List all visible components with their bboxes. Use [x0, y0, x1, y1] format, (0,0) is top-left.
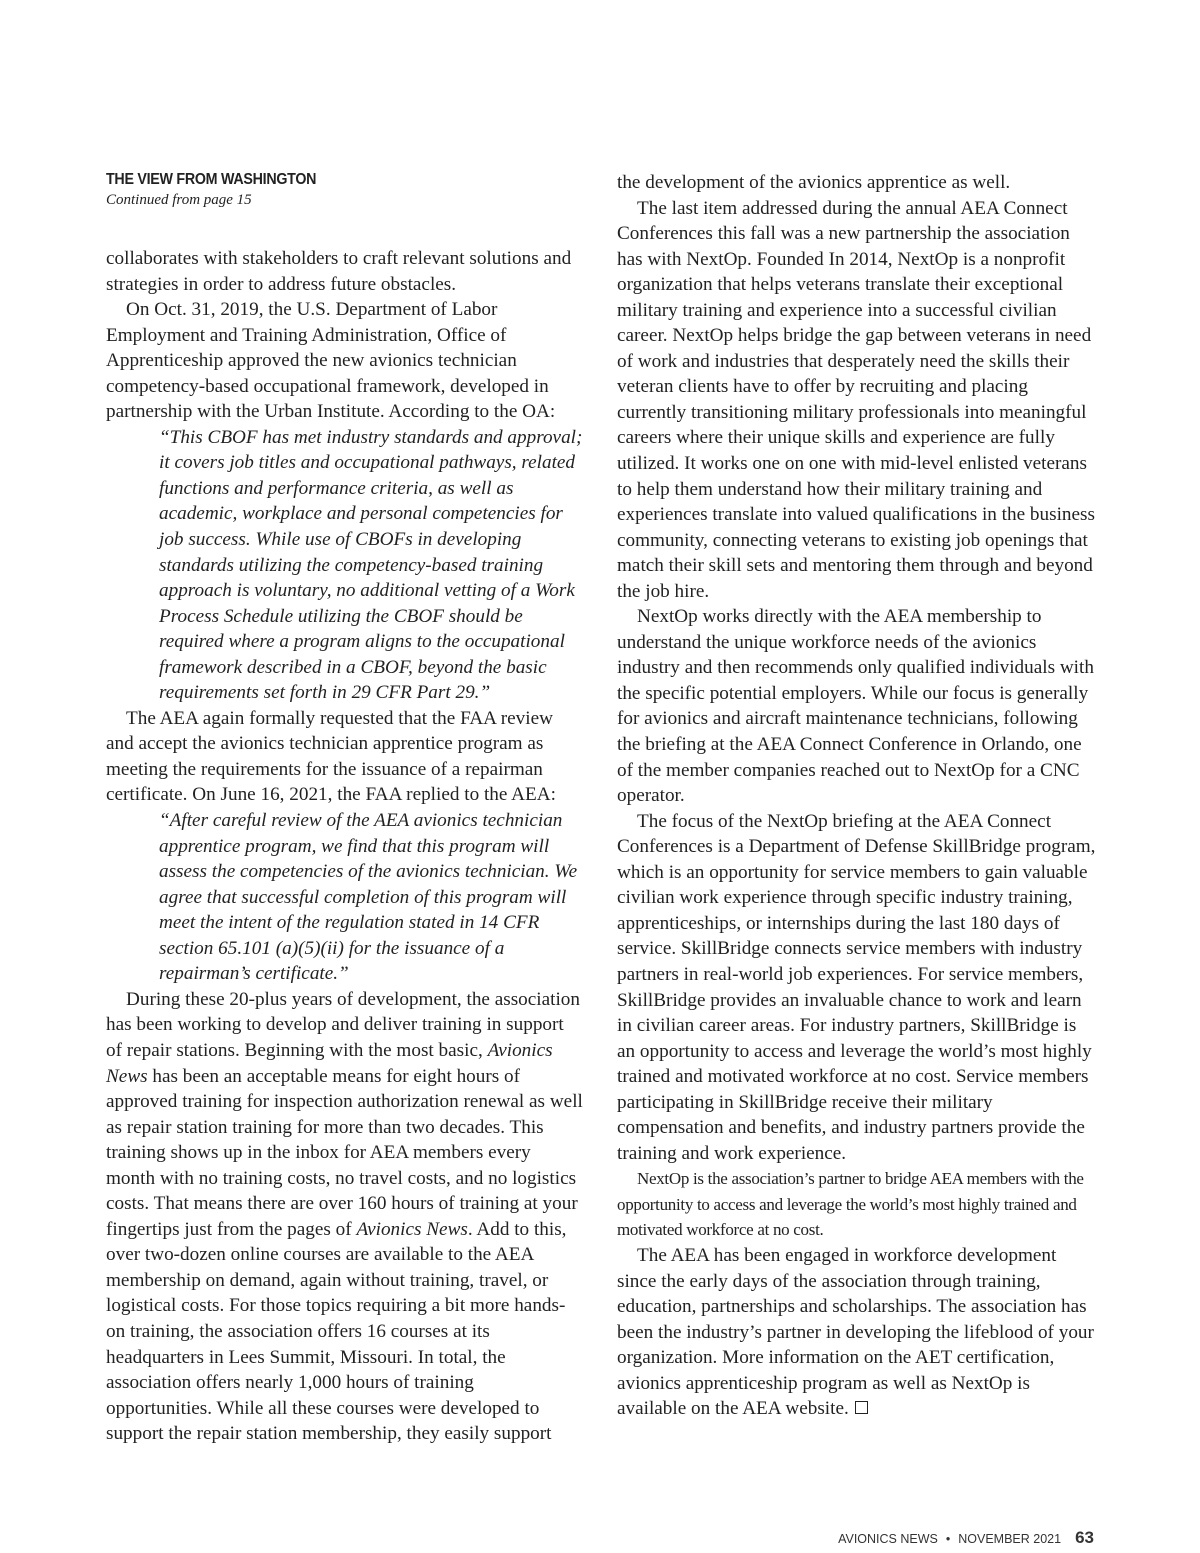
block-quote: “This CBOF has met industry standards and approval; it covers job titles and occupational pathways, related functions and performance criteria, as well as academic, workplace and personal competencies for job success. While use of CBOFs in developing standards utilizing the competency-based training approach is voluntary, no additional vetting of a Work Process Schedule utilizing the CBOF should be required where a program aligns to the occupational framework described in a CBOF, beyond the basic requirements set forth in 29 CFR Part 29.” [159, 426, 583, 704]
paragraph-text: . Add to this, over two-dozen online courses are available to the AEA membership on demand, again without training, travel, or logistical costs. For those topics requiring a bit more hands-on training, the association offers 16 courses at its headquarters in Lees Summit, Missouri. In total, the association offers nearly 1,000 hours of training opportunities. While all these courses were developed to support the repair station membership, they easily support [106, 1218, 567, 1445]
right-column [617, 170, 1097, 1422]
section-kicker: THE VIEW FROM WASHINGTON [106, 171, 317, 188]
continued-note: Continued from page 15 [106, 192, 252, 208]
magazine-name: AVIONICS NEWS [838, 1532, 938, 1546]
paragraph [617, 1243, 1097, 1422]
page-footer [838, 1528, 1094, 1548]
paragraph-text: The AEA has been engaged in workforce development since the early days of the association through training, education, partnerships and scholarships. The association has been the industry’s partner in developing the lifeblood of your organization. More information on the AET certification, avionics apprenticeship program as well as NextOp is available on the AEA website. [617, 1244, 1094, 1420]
paragraph-text: During these 20-plus years of development, the association has been working to develop and deliver training in support of repair stations. Beginning with the most basic, [106, 988, 580, 1061]
paragraph: The focus of the NextOp briefing at the AEA Connect Conferences is a Department of Defense SkillBridge program, which is an opportunity for service members to gain valuable civilian work experience through specific industry training, apprenticeships, or internships during the last 180 days of service. SkillBridge connects service members with industry partners in real-world job experiences. For service members, SkillBridge provides an invaluable chance to work and learn in civilian career areas. For industry partners, SkillBridge is an opportunity to access and leverage the world’s most highly trained and motivated workforce at no cost. Service members participating in SkillBridge receive their military compensation and benefits, and industry partners provide the training and work experience. [617, 810, 1096, 1164]
paragraph: the development of the avionics apprentice as well. [617, 172, 1011, 193]
issue-date: NOVEMBER 2021 [958, 1532, 1062, 1546]
paragraph: collaborates with stakeholders to craft relevant solutions and strategies in order to address future obstacles. [106, 248, 572, 295]
left-column [106, 170, 584, 1447]
paragraph-text: has been an acceptable means for eight hours of approved training for inspection authorization renewal as well as repair station training for more than two decades. This training shows up in the inbox for AEA members every month with no training costs, no travel costs, and no logistics costs. That means there are over 160 hours of training at your fingertips just from the pages of [106, 1065, 583, 1240]
paragraph: The last item addressed during the annual AEA Connect Conferences this fall was a new partnership the association has with NextOp. Founded In 2014, NextOp is a nonprofit organization that helps veterans translate their exceptional military training and experience into a successful civilian career. NextOp helps bridge the gap between veterans in need of work and industries that desperately need the skills their veteran clients have to offer by recruiting and placing currently transitioning military professionals into meaningful careers where their unique skills and experience are fully utilized. It works one on one with mid-level enlisted veterans to help them understand how their military training and experiences translate into valued qualifications in the business community, connecting veterans to existing job openings that match their skill sets and mentoring them through and beyond the job hire. [617, 197, 1095, 602]
publication-title: Avionics News [356, 1218, 468, 1240]
paragraph: The AEA again formally requested that the FAA review and accept the avionics technician apprentice program as meeting the requirements for the issuance of a repairman certificate. On June 16, 2021, the FAA replied to the AEA: [106, 707, 556, 806]
end-mark-icon [855, 1401, 868, 1414]
page-number: 63 [1075, 1528, 1094, 1547]
paragraph: NextOp is the association’s partner to bridge AEA members with the opportunity to access and leverage the world’s most highly trained and motivated workforce at no cost. [617, 1169, 1084, 1240]
block-quote: “After careful review of the AEA avionics technician apprentice program, we find that this program will assess the competencies of the avionics technician. We agree that successful completion of this program will meet the intent of the regulation stated in 14 CFR section 65.101 (a)(5)(ii) for the issuance of a repairman’s certificate.” [159, 810, 578, 985]
paragraph [106, 987, 584, 1447]
publication-title: Avionics News [106, 1039, 553, 1087]
paragraph: NextOp works directly with the AEA membership to understand the unique workforce needs of the avionics industry and then recommends only qualified individuals with the specific potential employers. While our focus is generally for avionics and aircraft maintenance technicians, following the briefing at the AEA Connect Conference in Orlando, one of the member companies reached out to NextOp for a CNC operator. [617, 606, 1094, 807]
paragraph: On Oct. 31, 2019, the U.S. Department of Labor Employment and Training Administration, Office of Apprenticeship approved the new avionics technician competency-based occupational framework, developed in partnership with the Urban Institute. According to the OA: [106, 299, 556, 423]
bullet-separator: • [945, 1532, 951, 1546]
